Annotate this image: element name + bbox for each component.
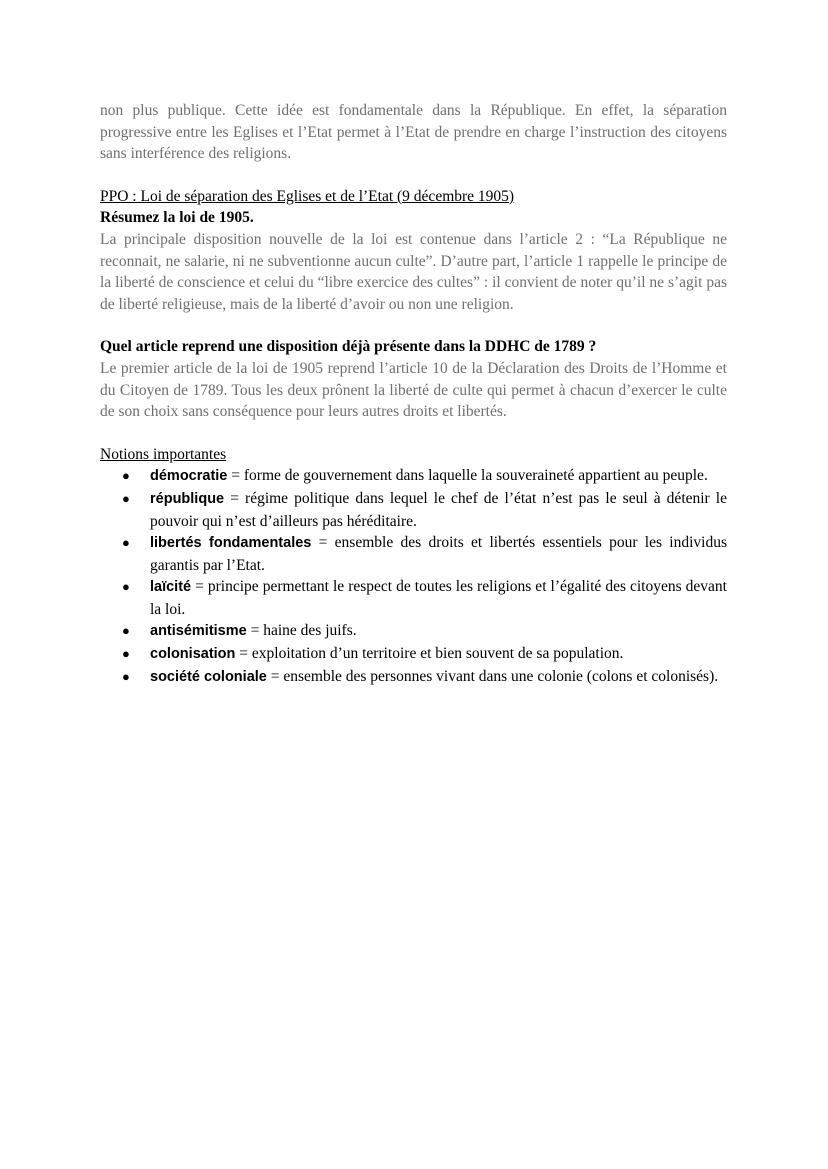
list-item (100, 620, 727, 643)
bullet-icon: ● (122, 646, 130, 662)
list-item (100, 666, 727, 689)
bullet-icon: ● (122, 490, 130, 506)
bullet-icon: ● (122, 468, 130, 484)
bullet-icon: ● (122, 668, 130, 684)
notion-definition: = principe permettant le respect de toutes les religions et l’égalité des citoyens devant la loi. (150, 578, 727, 618)
notion-term: société coloniale (150, 668, 267, 685)
bullet-icon: ● (122, 535, 130, 551)
notion-definition: = haine des juifs. (246, 622, 357, 640)
list-item (100, 488, 727, 532)
notion-definition: = forme de gouvernement dans laquelle la souveraineté appartient au peuple. (227, 467, 708, 485)
question-2: Quel article reprend une disposition déjà présente dans la DDHC de 1789 ? (100, 338, 597, 356)
notion-term: colonisation (150, 646, 236, 663)
notions-list (100, 465, 727, 688)
ppo-title: PPO : Loi de séparation des Eglises et de l’Etat (9 décembre 1905) (100, 187, 515, 205)
intro-paragraph: non plus publique. Cette idée est fondamentale dans la République. En effet, la séparation progressive entre les Eglises et l’Etat permet à l’Etat de prendre en charge l’instruction des citoyens sans interférence des religions. (100, 102, 727, 163)
list-item (100, 465, 727, 488)
notion-definition: = régime politique dans lequel le chef de l’état n’est pas le seul à détenir le pouvoir qui n’est d’ailleurs pas héréditaire. (150, 489, 727, 530)
question-1: Résumez la loi de 1905. (100, 209, 254, 227)
bullet-icon: ● (122, 579, 130, 595)
notion-term: libertés fondamentales (150, 535, 312, 552)
page-content (100, 100, 727, 688)
notion-definition: = exploitation d’un territoire et bien souvent de sa population. (235, 645, 624, 663)
notion-term: république (150, 490, 225, 507)
list-item (100, 576, 727, 620)
notions-title: Notions importantes (100, 445, 227, 463)
notion-term: démocratie (150, 468, 228, 485)
notion-definition: = ensemble des droits et libertés essentiels pour les individus garantis par l’Etat. (150, 534, 728, 574)
section-notions (100, 444, 727, 689)
notion-term: laïcité (150, 579, 192, 596)
section-ddhc (100, 336, 727, 422)
answer-2: Le premier article de la loi de 1905 reprend l’article 10 de la Déclaration des Droits de l’Homme et du Citoyen de 1789. Tous les deux prônent la liberté de culte qui permet à chacun d’exercer le culte de son choix sans conséquence pour leurs autres droits et libertés. (100, 359, 727, 421)
notion-term: antisémitisme (150, 623, 247, 640)
notion-definition: = ensemble des personnes vivant dans une colonie (colons et colonisés). (266, 667, 719, 685)
answer-1: La principale disposition nouvelle de la loi est contenue dans l’article 2 : “La République ne reconnait, ne salarie, ni ne subventionne aucun culte”. D’autre part, l’article 1 rappelle le principe de la liberté de conscience et celui du “libre exercice des cultes” : il convient de noter qu’il ne s’agit pas de liberté religieuse, mais de la liberté d’avoir ou non une religion. (100, 230, 727, 313)
bullet-icon: ● (122, 623, 130, 639)
list-item (100, 532, 727, 576)
list-item (100, 643, 727, 666)
